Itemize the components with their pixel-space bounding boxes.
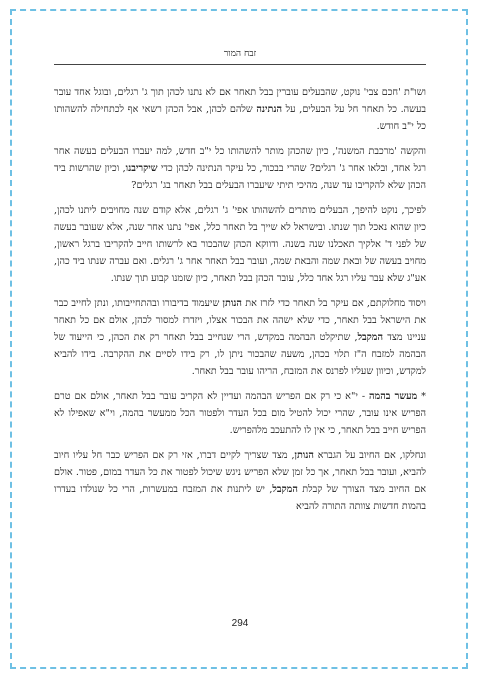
bold-term: המקבל [272,484,298,495]
text-run: ויסוד מחלוקתם, אם עיקר בל תאחר כדי לזרז את [241,298,426,309]
bold-term: הנותן [222,298,242,309]
text-run: והקשה 'מרכבת המשנה', כיון שהכהן מותר להשהותו כל י"ב חדש, למה יעברו הבעלים בעשה אחר רגל אחד, ובלאו אחר ג' רגלים? שהרי בבכור, כל עיקר הנתינה לכהן כדי [54,146,426,174]
document-page [54,30,426,650]
text-run: ושו"ת 'חכם צבי' נוקט, שהבעלים עוברין בבל תאחר אם לא נתנו לכהן תוך ג' רגלים, ובוגל אחד עובר בעשה. כל תאחר חל על הבעלים, על [54,87,426,115]
text-run: שלהם לכהן, אבל הכהן רשאי אף לכתחילה להשהותו כל י"ב חודש. [54,104,426,132]
bold-term: המקבל [357,332,384,343]
text-run: ונחלקו, אם החיוב על הגברא [313,450,427,461]
text-run: , יש ליתנות את המזבח במעשרות, הרי כל שנולדו בעדרו בהמות חדשות צוותה התורה להביא [54,484,426,512]
text-run: , שתיקלט הבהמה במקדש, הרי שנחייב בבל תאחר רק את הכהן, כי הייעוד של הבהמה למזבח ה"ז תלוי בכהן, משעה שהבכור ניתן לו, רק בידו לסיים את ההקרבה. בידו להביא למקדש, וכיוון שעליו לפרנס את המזבח, הריהו עובר בבל תאחר. [54,332,426,377]
text-run: שיעמוד בדיבורו ובהתחייבותו, ונתן לחייב כבר את הישראל בבל תאחר, כדי שלא ישהה את הבכור אצלו, ויזדרז למסור לכהן, אולם אם כל תאחר עניינו מצד [54,298,426,343]
text-run: - י"א כי רק אם הפריש הבהמה ועדיין לא הקריב עובר בבל תאחר, אולם אם טרם הפריש אינו עובר, שהרי יכול להטיל מום בכל העדר ולפטור הכל ממעשר בהמה, וי"א שאפילו לא הפריש חייב בבל תאחר, כי אין לו להתעכב מלהפריש. [54,391,426,436]
bold-term: הנותן [294,450,314,461]
paragraph [54,447,426,515]
paragraph [54,388,426,439]
page-number: 294 [231,618,249,629]
paragraph [54,202,426,287]
text-run: * [417,391,426,402]
paragraph [54,295,426,380]
text-run: , וכיון שהרשות ביד הכהן שלא להקריבו עד שנה, מהיכי תיתי שיעברו הבעלים בבל תאחר בג' רגלים? [54,163,426,191]
running-header: זבח המור [223,49,257,59]
bold-term: מעשר בהמה [369,391,418,402]
text-run: , מצד שצריך לקיים דברו, אזי רק אם הפריש כבר חל עליו חיוב להביא, ועובר בבל תאחר, אך כל זמן שלא הפריש ניגש שיכול לפטור את כל העדר במום, פטור. אולם אם החיוב מצד הצורך של קבלת [54,450,427,495]
text-run: לפיכך, נוקט להיפך, הבעלים מותרים להשהותו אפי' ג' רגלים, אלא קודם שנה מחויבים ליתנו לכהן, כיון שהוא נאכל תוך שנתו. ובישראל לא שייך בל תאחר כלל, אפי' נתנו אחר שנה, אלא שעובר בעשה של לפני ד' אלקיך תאכלנו שנה בשנה. ודווקא הכהן שהבכור בא לרשותו חייב להקריבו ברגל ראשון, מחויב בעשה של ובאת שמה והבאת שמה, ועובר בבל תאחר אחר ג' רגלים. ואם עברה שנתו ביד כהן, אע"ג שלא עבר עליו רגל אחד כלל, עובר הכהן בבל תאחר, כיון שזמנו קבוע תוך שנתו. [54,205,426,284]
bold-term: שיקריבנו [125,163,158,174]
bold-term: הנתינה [256,104,282,115]
paragraph [54,143,426,194]
body-text [54,84,426,523]
header-rule [54,64,426,65]
paragraph [54,84,426,135]
